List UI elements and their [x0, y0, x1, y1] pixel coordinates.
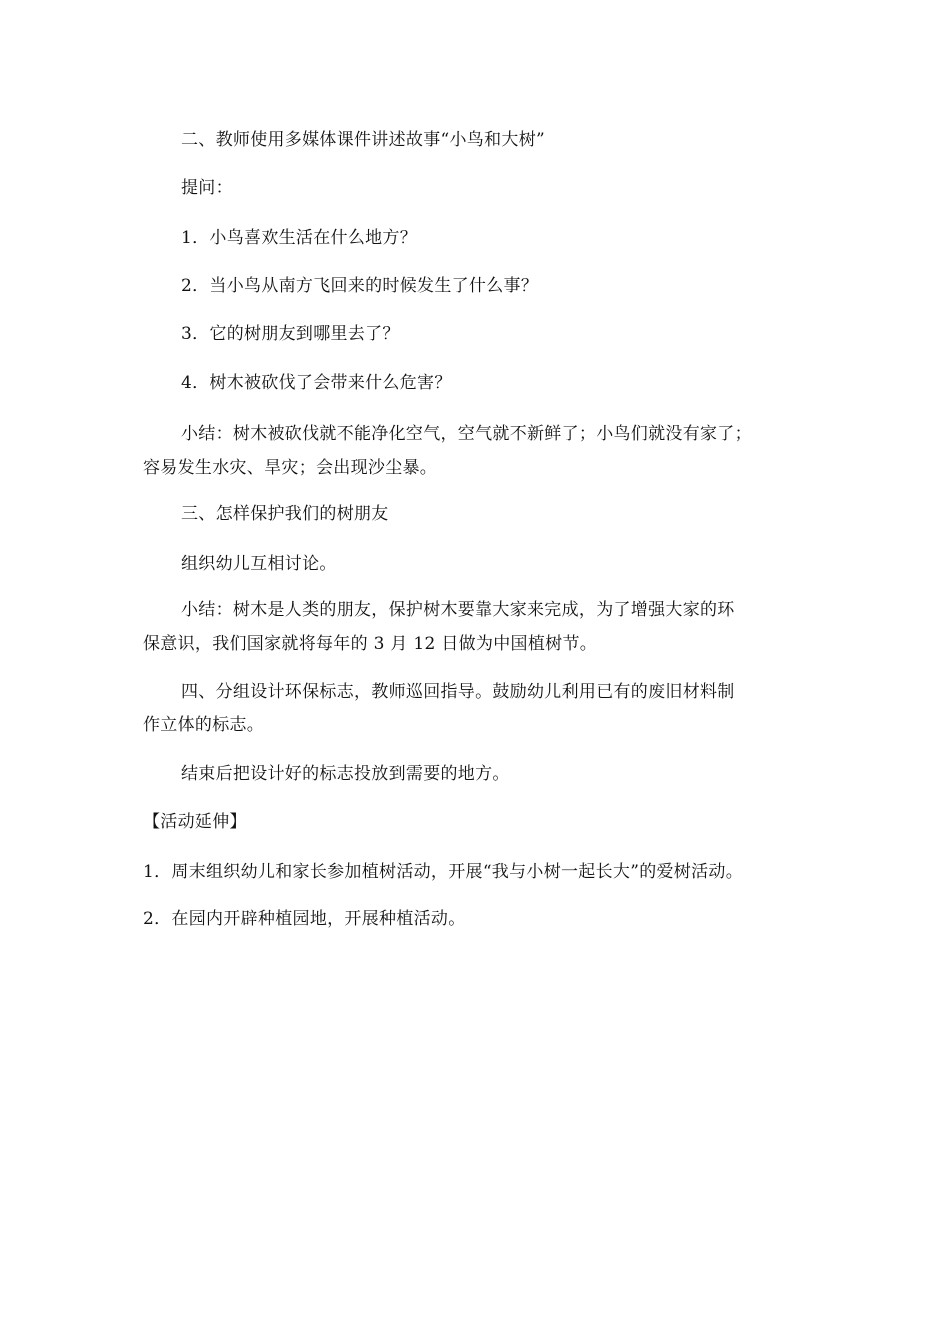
question-2: 2．当小鸟从南方飞回来的时候发生了什么事？	[181, 276, 539, 296]
summary-2-line-1: 小结：树木是人类的朋友，保护树木要靠大家来完成，为了增强大家的环	[181, 600, 735, 620]
summary-1-line-1: 小结：树木被砍伐就不能净化空气，空气就不新鲜了；小鸟们就没有家了；	[181, 424, 752, 444]
section-four-line-2: 作立体的标志。	[143, 715, 265, 735]
extension-item-2: 2．在园内开辟种植园地，开展种植活动。	[143, 909, 466, 929]
section-three-heading: 三、怎样保护我们的树朋友	[181, 504, 389, 524]
question-1: 1．小鸟喜欢生活在什么地方？	[181, 228, 418, 248]
activity-extension-heading: 【活动延伸】	[143, 812, 247, 832]
summary-1-line-2: 容易发生水灾、旱灾；会出现沙尘暴。	[143, 458, 438, 478]
extension-item-1: 1．周末组织幼儿和家长参加植树活动，开展“我与小树一起长大”的爱树活动。	[143, 862, 743, 882]
question-3: 3．它的树朋友到哪里去了？	[181, 324, 400, 344]
section-two-heading: 二、教师使用多媒体课件讲述故事“小鸟和大树”	[181, 130, 545, 150]
section-four-line-1: 四、分组设计环保标志，教师巡回指导。鼓励幼儿利用已有的废旧材料制	[181, 682, 735, 702]
questions-label: 提问：	[181, 178, 233, 198]
closing-text: 结束后把设计好的标志投放到需要的地方。	[181, 764, 510, 784]
question-4: 4．树木被砍伐了会带来什么危害？	[181, 373, 452, 393]
discussion-text: 组织幼儿互相讨论。	[181, 554, 337, 574]
summary-2-line-2: 保意识，我们国家就将每年的 3 月 12 日做为中国植树节。	[143, 634, 598, 654]
